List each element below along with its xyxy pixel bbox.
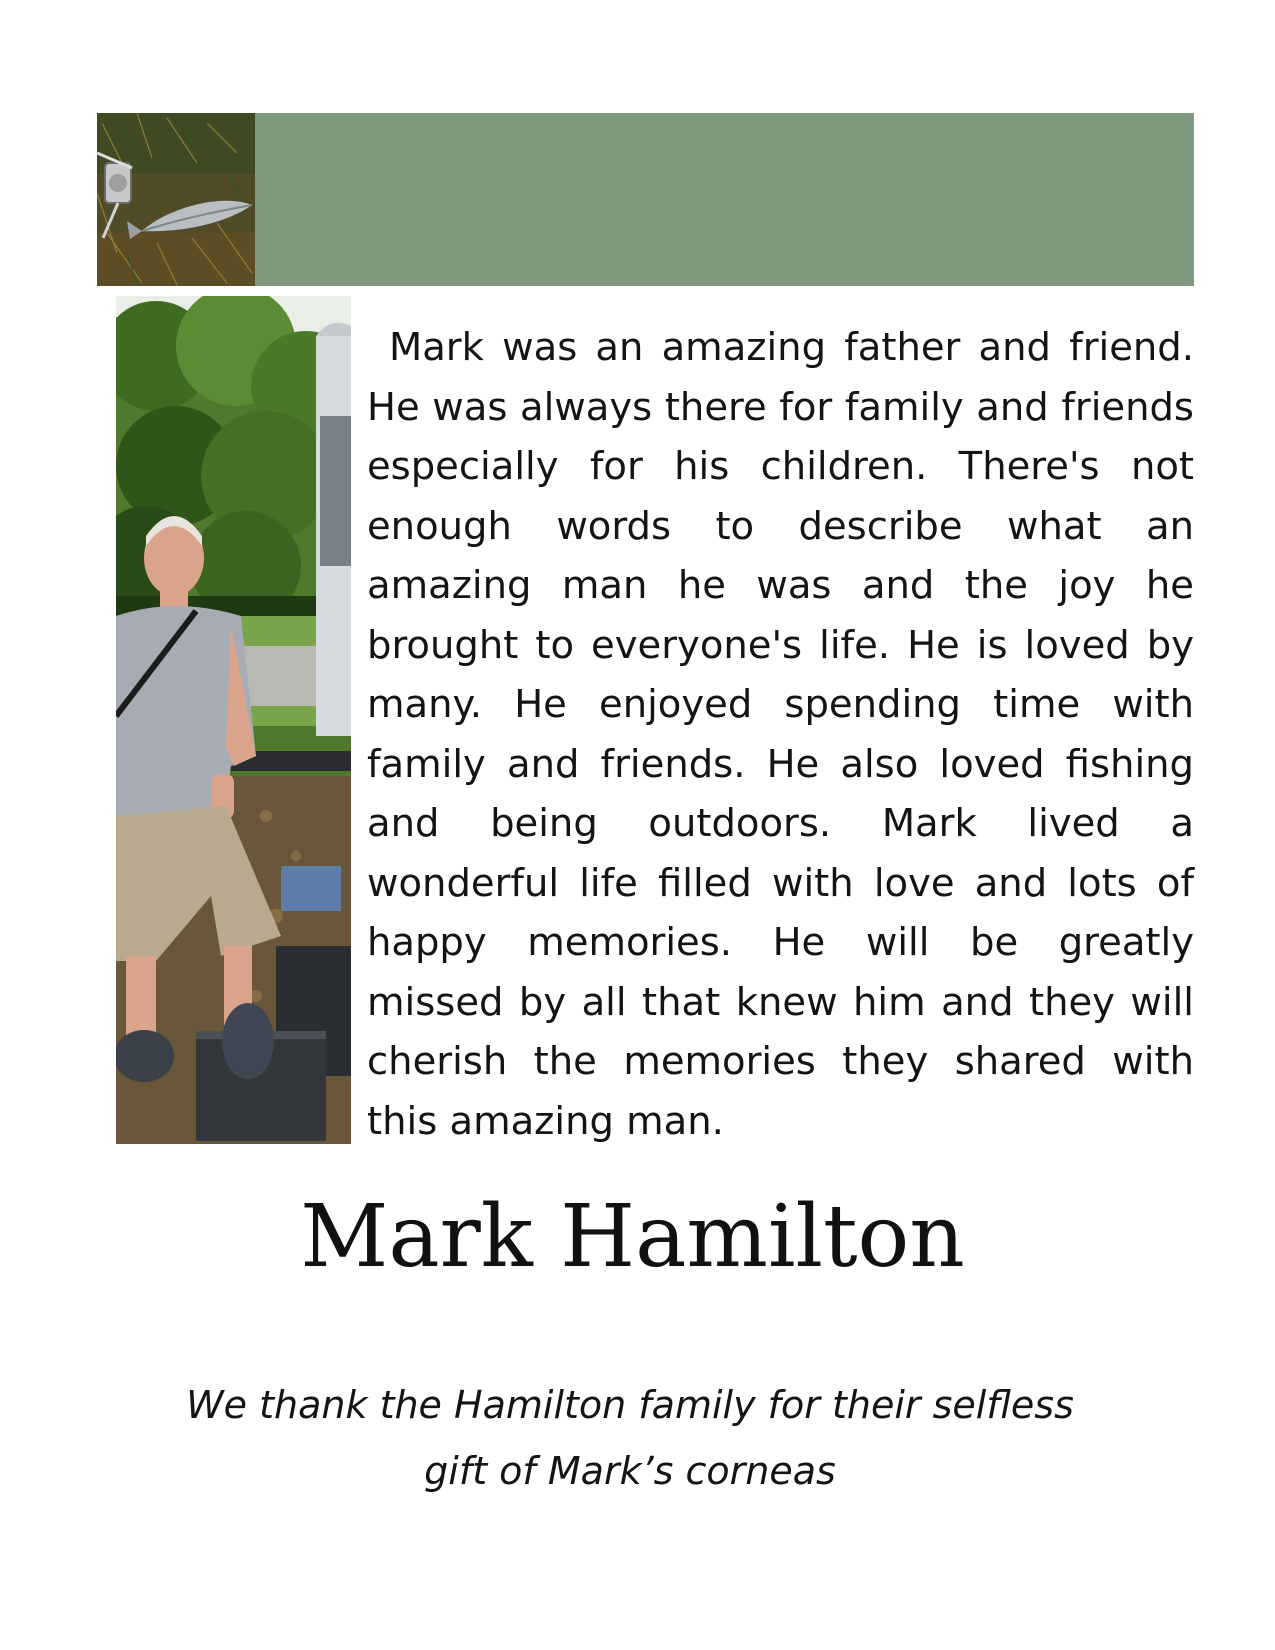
donation-thanks [130, 1372, 1130, 1504]
tribute-paragraph: Mark was an amazing father and friend. He was always there for family and friends especially for his children. There's not enough words to describe what an amazing man he was and the joy he brought to everyone's life. He is loved by many. He enjoyed spending time with family and friends. He also loved fishing and being outdoors. Mark lived a wonderful life filled with love and lots of happy memories. He will be greatly missed by all that knew him and they will cherish the memories they shared with this amazing man. [367, 325, 1194, 1144]
fishing-photo-image [97, 113, 255, 286]
portrait-photo [116, 296, 351, 1144]
portrait-photo-image [116, 296, 351, 1144]
thanks-line-1: We thank the Hamilton family for their selfless [186, 1383, 1074, 1427]
header-fishing-photo [97, 113, 255, 286]
thanks-line-2: gift of Mark’s corneas [424, 1449, 836, 1493]
deceased-name: Mark Hamilton [300, 1187, 965, 1287]
header-band [255, 113, 1194, 286]
